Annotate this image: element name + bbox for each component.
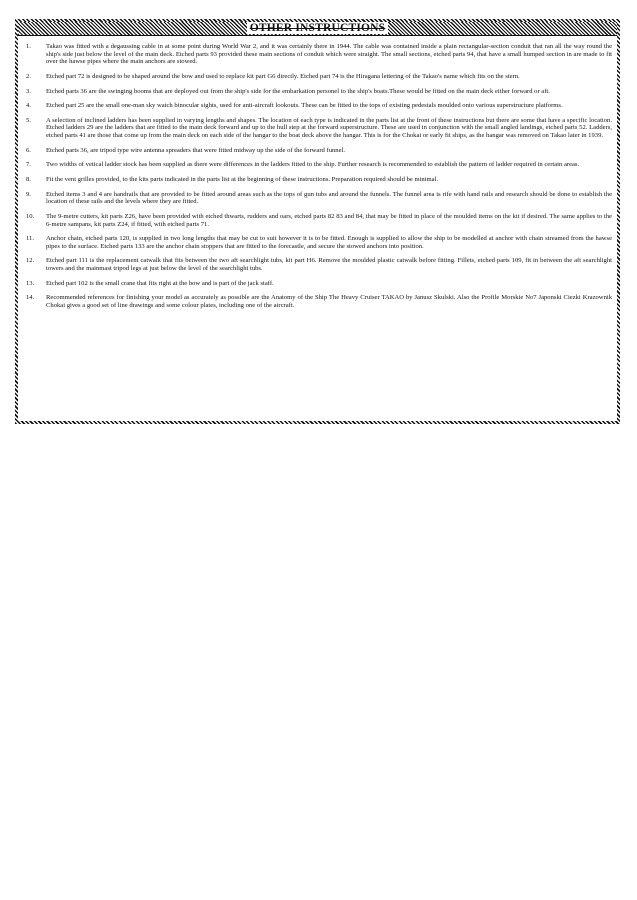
instruction-item [24, 43, 612, 66]
item-number: 7. [26, 161, 31, 169]
item-text: A selection of inclined ladders has been supplied in varying lengths and shapes. The location of each type is indicated in the parts list at the front of these instructions but there are some that have a specific location. Etched ladders 29 are the ladders that are fitted to the main deck forward and up to the hull step at the forward superstructure. These are used in conjunction with the small angled landings, etched parts 52. Ladders, etched parts 41 are those that come up from the main deck on each side of the hangar to the boat deck above the hangar. This is for the Chokai or early fit ships, as the hangar was removed on Takao later in 1939. [46, 116, 612, 140]
item-number: 5. [26, 116, 31, 124]
instruction-item [24, 88, 612, 96]
instruction-item [24, 257, 612, 272]
item-number: 12. [26, 257, 35, 265]
item-text: Etched parts 36, are tripod type wire antenna spreaders that were fitted midway up the side of the forward funnel. [46, 146, 345, 154]
item-text: Etched part 25 are the small one-man sky watch binocular sights, used for anti-aircraft lookouts. These can be fitted to the tops of existing pedestals moulded onto various superstructure platforms. [46, 102, 563, 110]
instruction-item [24, 213, 612, 228]
instruction-list [24, 43, 612, 317]
item-number: 14. [26, 294, 35, 302]
item-number: 3. [26, 87, 31, 95]
instruction-item [24, 161, 612, 169]
instruction-item [24, 191, 612, 206]
item-text: Fit the vent grilles provided, to the kits parts indicated in the parts list at the beginning of these instructions. Preparation required should be minimal. [46, 175, 439, 183]
instruction-item [24, 280, 612, 288]
instruction-item [24, 102, 612, 110]
item-number: 4. [26, 102, 31, 110]
item-text: Etched parts 36 are the swinging booms that are deployed out from the ship's side for the embarkation personel to the ship's boats.These would be fitted on the main deck either forward or aft. [46, 87, 550, 95]
instructions-panel [15, 19, 620, 424]
instruction-item [24, 147, 612, 155]
item-text: Takao was fitted with a degaussing cable in at some point during World War 2, and it was certainly there in 1944. The cable was contained inside a plain rectangular-section conduit that ran all the way round the ship's side just below the level of the main deck. Etched parts 93 provided these main sections of conduit which were straight. The small sections, etched parts 94, that have a small humped section in are made to fit over the hawse pipes where the main anchors are stowed. [46, 43, 612, 66]
instruction-item [24, 235, 612, 250]
item-number: 1. [26, 43, 31, 50]
item-text: The 9-metre cutters, kit parts Z26, have been provided with etched thwarts, rudders and oars, etched parts 82 83 and 84, that may be fitted in place of the moulded items on the kit if desired. The same applies to the 6-metre sampans, kit parts Z24, if fitted, with etched parts 71. [46, 212, 612, 228]
instruction-item [24, 117, 612, 140]
item-text: Etched part 102 is the small crane that fits right at the bow and is part of the jack staff. [46, 279, 274, 287]
item-number: 6. [26, 146, 31, 154]
item-text: Recommended references for finishing your model as accurately as possible are the Anatomy of the Ship The Heavy Cruiser TAKAO by Janusz Skulski. Also the Profile Morskie No7 Japonski Ciezki Krazownik Chokai gives a good set of line drawings and some colour plates, including one of the aircraft. [46, 294, 612, 310]
page-title: OTHER INSTRUCTIONS [18, 21, 617, 35]
instruction-item [24, 73, 612, 81]
title-band [18, 22, 617, 36]
item-number: 11. [26, 235, 34, 243]
item-number: 9. [26, 190, 31, 198]
item-text: Anchor chain, etched parts 120, is supplied in two long lengths that may be cut to suit however it is to be fitted. Enough is supplied to allow the ship to be modelled at anchor with chain streamed from the hawse pipes to the surface. Etched parts 133 are the anchor chain stoppers that are fitted to the forecastle, and secure the stowed anchors into position. [46, 235, 612, 250]
item-number: 2. [26, 73, 31, 80]
item-text: Etched part 72 is designed to be shaped around the bow and used to replace kit part G6 directly. Etched part 74 is the Hiragana lettering of the Takao's name which fits on the stern. [46, 73, 520, 80]
item-number: 10. [26, 212, 35, 220]
instruction-item [24, 294, 612, 309]
item-number: 13. [26, 279, 35, 287]
item-number: 8. [26, 175, 31, 183]
instruction-item [24, 176, 612, 184]
item-text: Two widths of vetical ladder stock has been supplied as there were differences in the ladders fitted to the ship. Further research is recommended to establish the pattern of ladder required in certain areas. [46, 161, 580, 169]
item-text: Etched items 3 and 4 are handrails that are provided to be fitted around areas such as the tops of gun tubs and around the funnels. The funnel area is rife with hand rails and research should be done to establish the location of these rails and the levels where they are fitted. [46, 190, 612, 206]
item-text: Etched part 111 is the replacement catwalk that fits between the two aft searchlight tubs, kit part H6. Remove the moulded plastic catwalk before fitting. Fillets, etched parts 109, fit in between the aft searchlight towers and the mainmast tripod legs at just below the level of the searchlight tubs. [46, 257, 612, 273]
